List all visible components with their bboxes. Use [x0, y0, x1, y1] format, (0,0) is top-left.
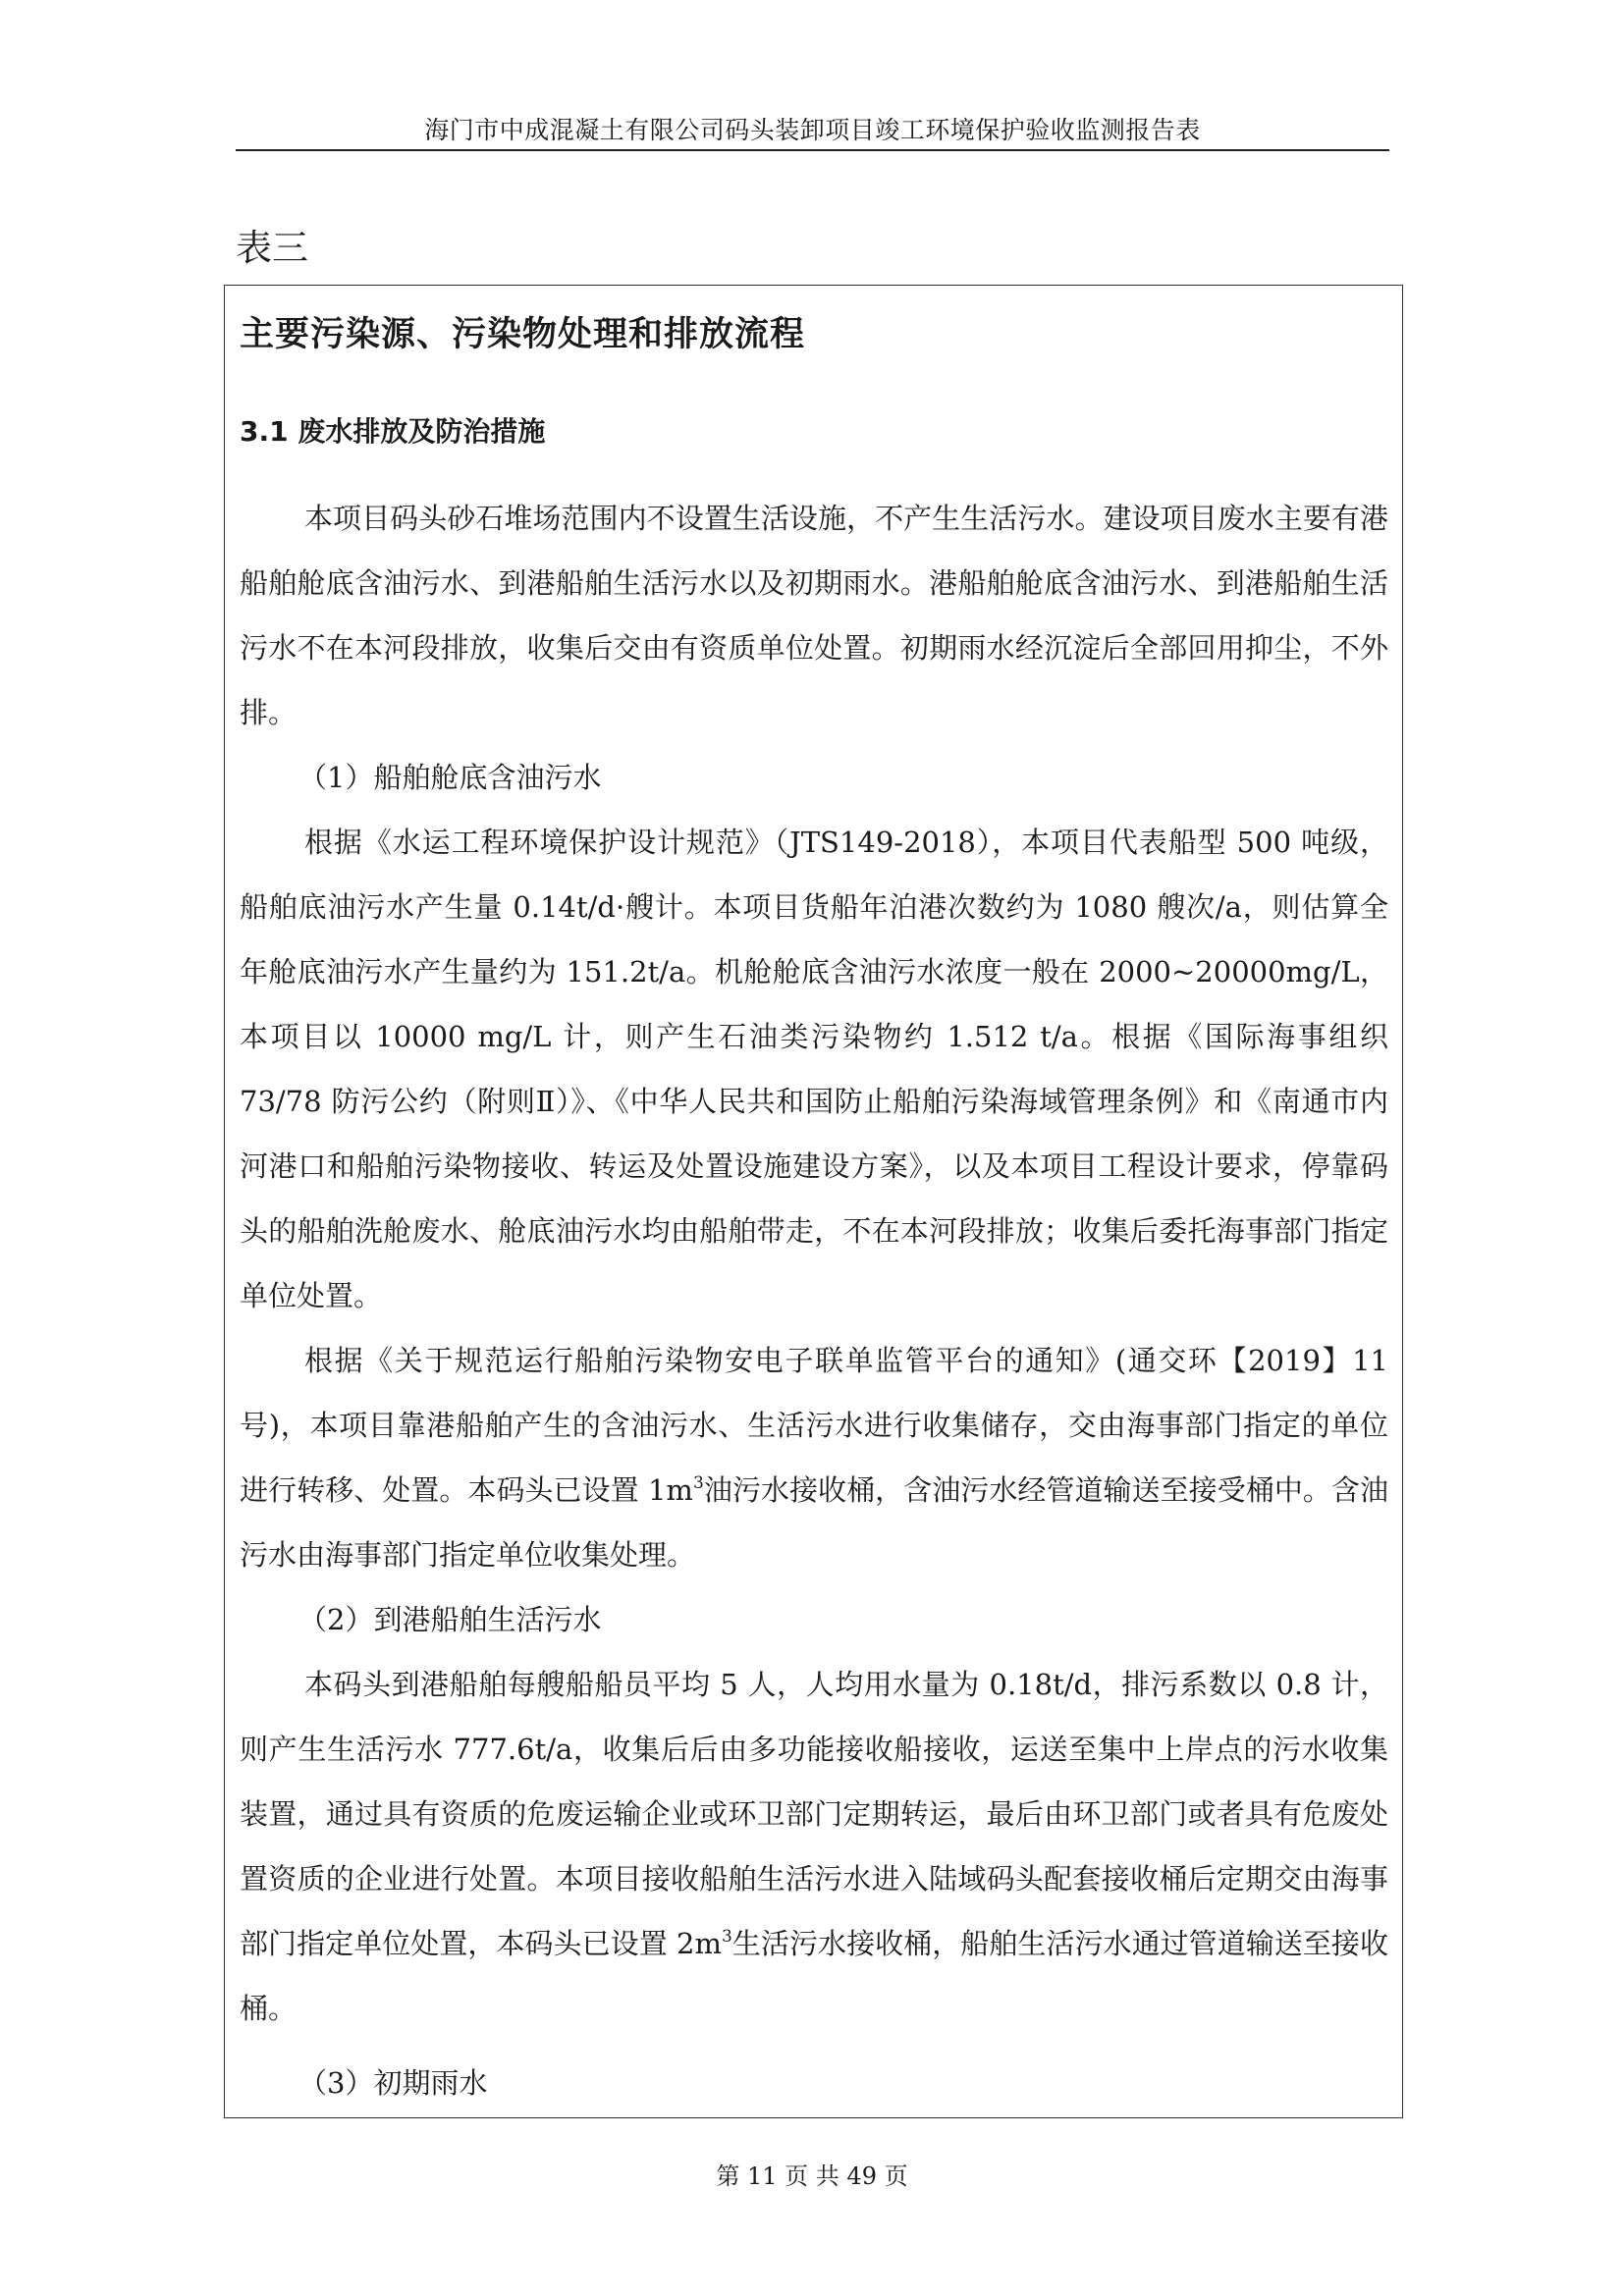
superscript-cubic: 3 [692, 1473, 704, 1493]
item-heading-oily-wastewater: （1）船舶舱底含油污水 [298, 761, 602, 794]
body-text [240, 486, 1388, 2115]
paragraph-sewage-part-a: 本码头到港船舶每艘船船员平均 5 人，人均用水量为 0.18t/d，排污系数以 0.8 计，则产生生活污水 777.6t/a，收集后后由多功能接收船接收，运送至集中上岸点的污水收集装置，通过具有资质的危废运输企业或环卫部门定期转运，最后由环卫部门或者具有危废处置资质的企业进行处置。本项目接收船舶生活污水进入陆域码头配套接收桶后定期交由海事部门指定单位处置，本码头已设置 2m [240, 1668, 1388, 1960]
subsection-heading: 3.1 废水排放及防治措施 [240, 415, 546, 448]
report-header-title: 海门市中成混凝土有限公司码头装卸项目竣工环境保护验收监测报告表 [424, 116, 1201, 144]
paragraph-intro: 本项目码头砂石堆场范围内不设置生活设施，不产生生活污水。建设项目废水主要有港船舶舱底含油污水、到港船舶生活污水以及初期雨水。港船舶舱底含油污水、到港船舶生活污水不在本河段排放，收集后交由有资质单位处置。初期雨水经沉淀后全部回用抑尘，不外排。 [240, 502, 1388, 729]
box-title: 主要污染源、污染物处理和排放流程 [240, 315, 806, 354]
superscript-cubic: 3 [721, 1927, 732, 1947]
paragraph-sewage-part-b: 生活污水接收桶，船舶生活污水通过管道输送至接收桶。 [240, 1927, 1388, 2025]
page-footer: 第 11 页 共 49 页 [716, 2163, 908, 2190]
paragraph-notice-part-a: 根据《关于规范运行船舶污染物安电子联单监管平台的通知》(通交环【2019】11 号)，本项目靠港船舶产生的含油污水、生活污水进行收集储存，交由海事部门指定的单位进行转移、处置。本码头已设置 1m [240, 1344, 1388, 1507]
paragraph-notice-part-b: 油污水接收桶，含油污水经管道输送至接受桶中。含油污水由海事部门指定单位收集处理。 [240, 1473, 1388, 1572]
item-heading-domestic-sewage: （2）到港船舶生活污水 [298, 1603, 602, 1636]
header-divider [236, 149, 1389, 151]
item-heading-initial-rainwater: （3）初期雨水 [298, 2066, 488, 2100]
paragraph-domestic-sewage [240, 1652, 1388, 2041]
paragraph-notice-regulation [240, 1328, 1388, 1587]
section-label: 表三 [236, 227, 308, 269]
paragraph-oily-wastewater: 根据《水运工程环境保护设计规范》（JTS149-2018），本项目代表船型 500 吨级，船舶底油污水产生量 0.14t/d·艘计。本项目货船年泊港次数约为 1080 艘次/a，则估算全年舱底油污水产生量约为 151.2t/a。机舱舱底含油污水浓度一般在 2000~20000mg/L，本项目以 10000 mg/L 计，则产生石油类污染物约 1.512 t/a。根据《国际海事组织 73/78 防污公约（附则Ⅱ）》、《中华人民共和国防止船舶污染海域管理条例》和《南通市内河港口和船舶污染物接收、转运及处置设施建设方案》，以及本项目工程设计要求，停靠码头的船舶洗舱废水、舱底油污水均由船舶带走，不在本河段排放；收集后委托海事部门指定单位处置。 [240, 826, 1388, 1312]
